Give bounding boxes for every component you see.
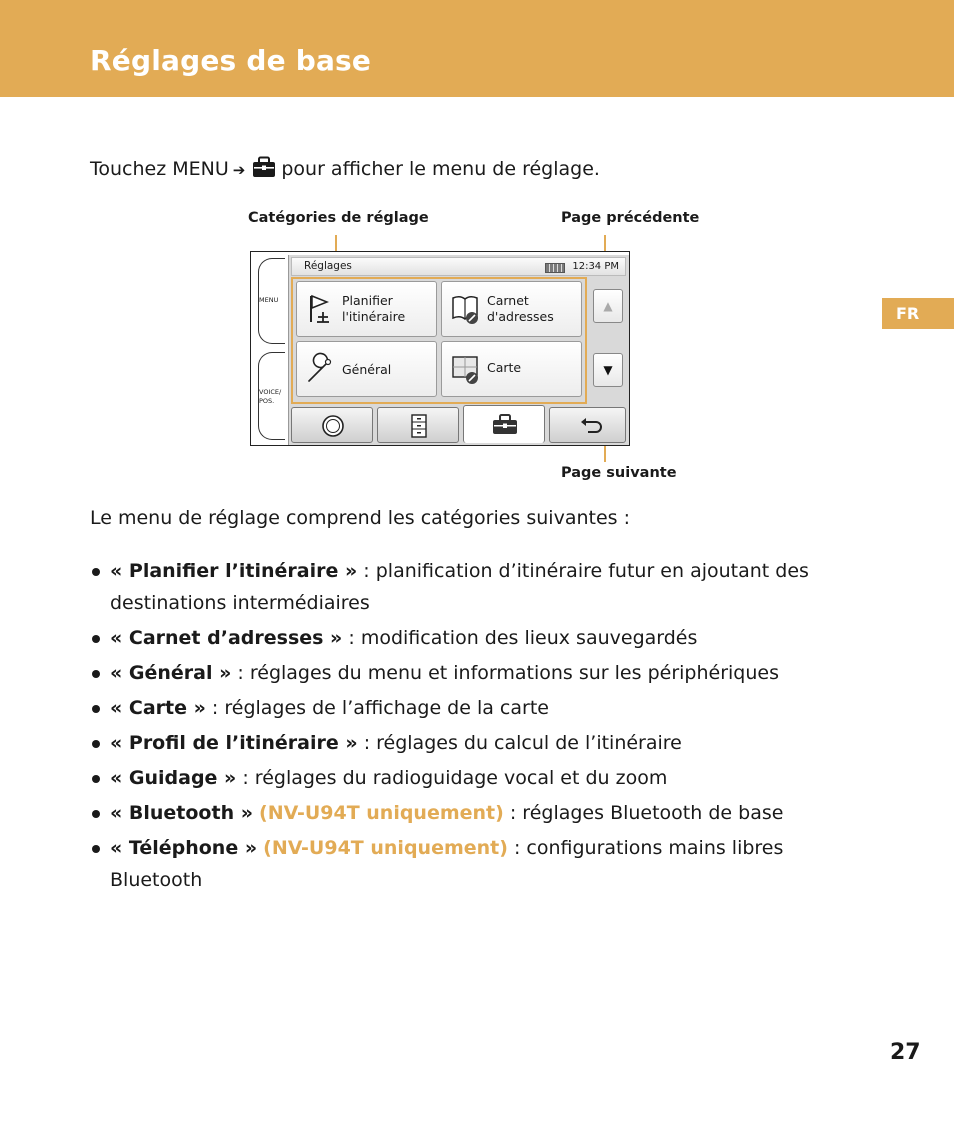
toolbox-icon: [251, 156, 277, 178]
list-item: [90, 555, 870, 619]
category-description: : configurations mains libres Bluetooth: [110, 837, 784, 891]
battery-icon: [545, 263, 565, 273]
tab-settings[interactable]: [463, 405, 545, 443]
callout-next-page: Page suivante: [561, 465, 677, 481]
category-description: : modification des lieux sauvegardés: [342, 627, 698, 649]
category-label: Planifier l'itinéraire: [342, 293, 406, 324]
bullet-dot: [92, 568, 100, 576]
cabinet-icon: [406, 414, 432, 438]
intro-line: [90, 156, 600, 180]
callout-prev-page: Page précédente: [561, 210, 700, 226]
list-item: [90, 797, 870, 829]
category-list: [90, 555, 870, 899]
list-item: [90, 762, 870, 794]
page-title: Réglages de base: [90, 44, 372, 77]
bullet-dot: [92, 775, 100, 783]
category-name: « Bluetooth »: [110, 802, 253, 824]
category-name: « Carnet d’adresses »: [110, 627, 343, 649]
bullet-dot: [92, 705, 100, 713]
intro-after: pour afficher le menu de réglage.: [281, 158, 600, 180]
category-description: : réglages du menu et informations sur les périphériques: [231, 662, 779, 684]
wrench-icon: [305, 352, 337, 386]
bullet-dot: [92, 635, 100, 643]
category-description: : réglages Bluetooth de base: [503, 802, 784, 824]
category-planifier-button[interactable]: [296, 281, 437, 337]
device-screenshot: [250, 251, 630, 446]
device-screen: [288, 255, 629, 445]
clock: 12:34 PM: [572, 261, 619, 272]
language-tab: FR: [882, 298, 954, 329]
category-name: « Profil de l’itinéraire »: [110, 732, 358, 754]
category-carnet-button[interactable]: [441, 281, 582, 337]
bullet-dot: [92, 845, 100, 853]
bullet-dot: [92, 740, 100, 748]
category-name: « Planifier l’itinéraire »: [110, 560, 358, 582]
compass-icon: [320, 414, 346, 438]
page-header: [0, 0, 954, 97]
tab-back[interactable]: [549, 407, 626, 443]
screen-titlebar: [291, 257, 626, 276]
voice-pos-button-label: VOICE/ POS.: [259, 388, 282, 405]
category-name: « Guidage »: [110, 767, 237, 789]
back-arrow-icon: [578, 414, 604, 438]
category-label: Carnet d'adresses: [487, 293, 554, 324]
address-book-icon: [450, 292, 482, 326]
map-icon: [450, 352, 482, 386]
category-name: « Général »: [110, 662, 232, 684]
arrow-icon: ➔: [232, 161, 246, 179]
model-restriction: (NV-U94T uniquement): [259, 802, 504, 824]
categories-intro: Le menu de réglage comprend les catégories suivantes :: [90, 507, 630, 529]
page-number: 27: [890, 1040, 921, 1065]
callout-categories: Catégories de réglage: [248, 210, 429, 226]
menu-button-label: MENU: [259, 296, 279, 304]
tab-storage[interactable]: [377, 407, 459, 443]
screen-title: Réglages: [304, 260, 352, 272]
category-label: Général: [342, 362, 392, 377]
page-down-button[interactable]: ▼: [593, 353, 623, 387]
list-item: [90, 657, 870, 689]
list-item: [90, 727, 870, 759]
category-general-button[interactable]: [296, 341, 437, 397]
model-restriction: (NV-U94T uniquement): [263, 837, 508, 859]
bullet-dot: [92, 670, 100, 678]
category-name: « Carte »: [110, 697, 206, 719]
list-item: [90, 832, 870, 896]
category-description: : réglages du calcul de l’itinéraire: [357, 732, 682, 754]
category-carte-button[interactable]: [441, 341, 582, 397]
list-item: [90, 692, 870, 724]
category-name: « Téléphone »: [110, 837, 258, 859]
intro-before: Touchez MENU: [90, 158, 229, 180]
category-description: : planification d’itinéraire futur en ajoutant des destinations intermédiaires: [110, 560, 809, 614]
page-up-button[interactable]: ▲: [593, 289, 623, 323]
bullet-dot: [92, 810, 100, 818]
route-flag-icon: [305, 292, 337, 326]
category-description: : réglages de l’affichage de la carte: [205, 697, 549, 719]
tab-navigation[interactable]: [291, 407, 373, 443]
category-description: : réglages du radioguidage vocal et du zoom: [236, 767, 668, 789]
category-label: Carte: [487, 360, 522, 375]
list-item: [90, 622, 870, 654]
toolbox-icon: [492, 412, 518, 436]
